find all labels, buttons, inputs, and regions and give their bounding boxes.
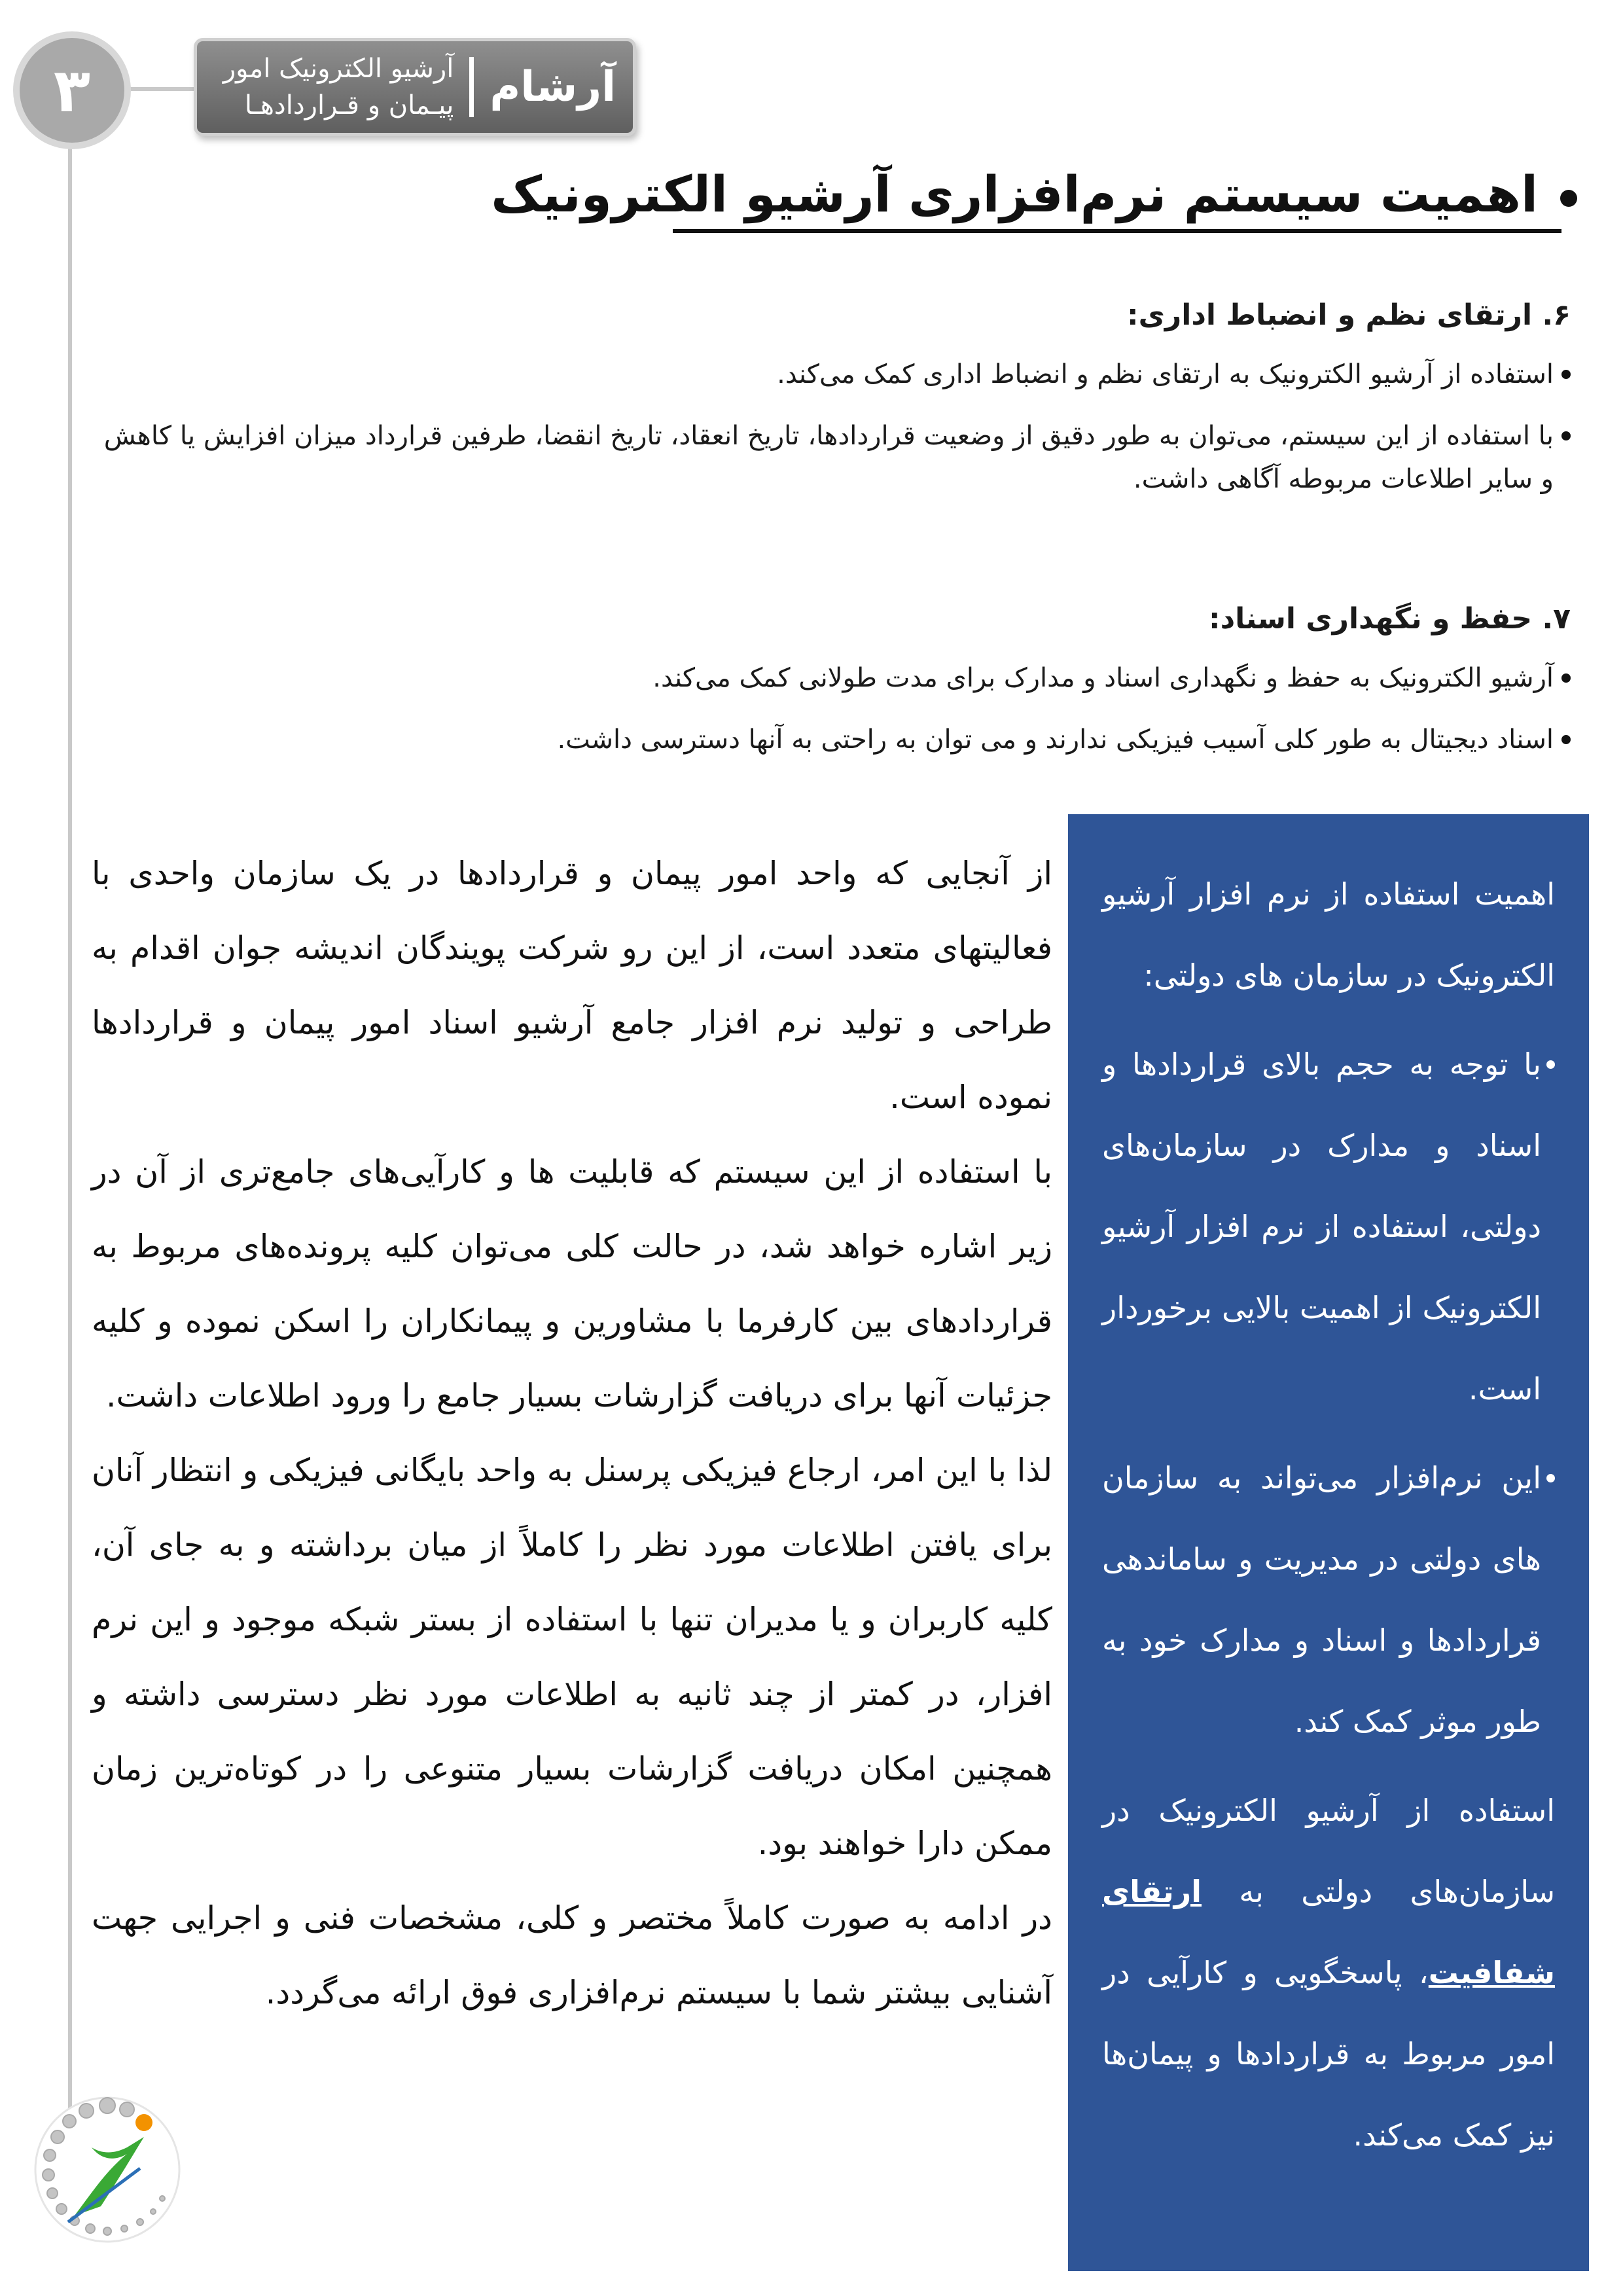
header-subtitle-line1: آرشیو الکترونیک امور <box>223 54 454 84</box>
brand-name: آرشام <box>490 63 616 111</box>
sidebar-closing <box>1102 1770 1555 2176</box>
body-paragraph: در ادامه به صورت کاملاً مختصر و کلی، مشخصات فنی و اجرایی جهت آشنایی بیشتر شما با سیستم نرم‌افزاری فوق ارائه می‌گردد. <box>92 1899 1052 2011</box>
section-heading: ۶. ارتقای نظم و انضباط اداری: <box>1127 298 1571 332</box>
sidebar-list-item <box>1102 1024 1555 1429</box>
bullet-icon <box>1561 431 1571 440</box>
page-title: اهمیت سیستم نرم‌افزاری آرشیو الکترونیک <box>491 165 1538 223</box>
list-item-text: آرشیو الکترونیک به حفظ و نگهداری اسناد و مدارک برای مدت طولانی کمک می‌کند. <box>652 663 1554 693</box>
bullet-icon <box>1546 1060 1555 1069</box>
list-item-text: اسناد دیجیتال به طور کلی آسیب فیزیکی ندارند و می توان به راحتی به آنها دسترسی داشت. <box>557 725 1554 755</box>
sidebar-closing-text: استفاده از آرشیو الکترونیک در سازمان‌های دولتی به <box>1102 1793 1555 1909</box>
sidebar-list-item-text: این نرم‌افزار می‌تواند به سازمان های دولتی در مدیریت و ساماندهی قراردادها و اسناد و مدارک خود به طور موثر کمک کند. <box>1102 1460 1541 1739</box>
sidebar-intro: اهمیت استفاده از نرم افزار آرشیو الکترونیک در سازمان های دولتی: <box>1102 876 1555 993</box>
header-plate <box>194 38 636 136</box>
list-item <box>92 656 1571 700</box>
page-number: ۳ <box>20 38 124 143</box>
company-logo-icon <box>29 2091 186 2248</box>
title-row <box>491 165 1577 231</box>
section-document-preservation <box>92 602 1571 780</box>
bullet-icon <box>1561 673 1571 683</box>
header-subtitle <box>223 50 454 124</box>
body-paragraph: از آنجایی که واحد امور پیمان و قراردادها در یک سازمان واحدی با فعالیتهای متعدد است، از این رو شرکت پویندگان اندیشه جوان اقدام به طراحی و تولید نرم افزار جامع آرشیو اسناد امور پیمان و قراردادها نموده است. <box>92 855 1052 1116</box>
sidebar-closing-text-end: ، پاسخگویی و کارآیی در امور مربوط به قراردادها و پیمان‌ها نیز کمک می‌کند. <box>1102 1955 1555 2153</box>
bullet-icon <box>1561 370 1571 379</box>
title-underline <box>673 229 1561 233</box>
main-body <box>92 836 1052 2030</box>
badge-connector <box>124 87 195 91</box>
body-paragraph: لذا با این امر، ارجاع فیزیکی پرسنل به واحد بایگانی فیزیکی و انتظار آنان برای یافتن اطلاعات مورد نظر را کاملاً از میان برداشته و به جای آن، کلیه کاربران و یا مدیران تنها با استفاده از بستر شبکه موجود و این نرم افزار، در کمتر از چند ثانیه به اطلاعات مورد نظر دسترسی داشته و همچنین امکان دریافت گزارشات بسیار متنوعی را در کوتاه‌ترین زمان ممکن دارا خواهند بود. <box>92 1452 1052 1862</box>
list-item <box>92 353 1571 396</box>
list-item <box>92 414 1571 501</box>
body-paragraph: با استفاده از این سیستم که قابلیت ها و کارآیی‌های جامع‌تری از آن در زیر اشاره خواهد شد، در حالت کلی می‌توان کلیه پرونده‌های مربوط به قراردادهای بین کارفرما با مشاورین و پیمانکاران را اسکن نموده و کلیه جزئیات آنها برای دریافت گزارشات بسیار جامع را ورود اطلاعات داشت. <box>92 1153 1052 1414</box>
sidebar-list-item-text: با توجه به حجم بالای قراردادها و اسناد و مدارک در سازمان‌های دولتی، استفاده از نرم افزار آرشیو الکترونیک از اهمیت بالایی برخوردار است. <box>1102 1047 1541 1407</box>
title-bullet-icon <box>1560 190 1577 207</box>
bullet-icon <box>1561 735 1571 744</box>
sidebar-closing-emphasis: ارتقای شفافیت <box>1102 1874 1555 1990</box>
sidebar-list-item <box>1102 1437 1555 1762</box>
list-item-text: با استفاده از این سیستم، می‌توان به طور دقیق از وضعیت قراردادها، تاریخ انعقاد، تاریخ انقضا، طرفین قرارداد میزان افزایش یا کاهش و سایر اطلاعات مربوطه آگاهی داشت. <box>103 421 1554 494</box>
header-subtitle-line2: پیـمان و قـراردادهـا <box>244 90 454 120</box>
section-heading: ۷. حفظ و نگهداری اسناد: <box>1208 602 1571 636</box>
list-item-text: استفاده از آرشیو الکترونیک به ارتقای نظم و انضباط اداری کمک می‌کند. <box>777 359 1554 389</box>
left-rail <box>68 110 72 2159</box>
header-separator <box>469 57 474 117</box>
sidebar-panel <box>1068 814 1589 2271</box>
section-admin-discipline <box>92 298 1571 519</box>
list-item <box>92 718 1571 761</box>
bullet-icon <box>1546 1474 1555 1482</box>
